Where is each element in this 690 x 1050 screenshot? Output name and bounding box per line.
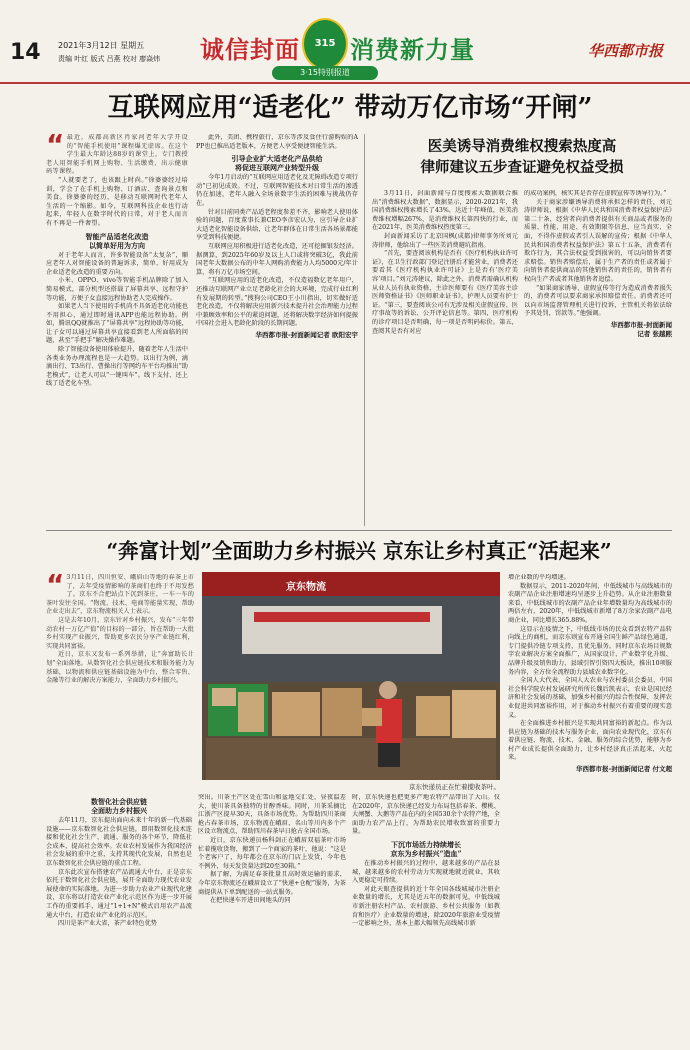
story1-subhead-2: 引导企业扩大适老化产品供给 将促进互联网产业转型升级 bbox=[231, 154, 323, 173]
story1-para10: “互联网应用的适老化改造，不仅造福数亿老年用户，还推动互联网产业立足老龄化社会的大环境，完成行业红利有发展期的转型。”搜狗公司CEO王小川指出，切实做好适老化改造，不仅将解决应用新兴技术提升社会治理能力过程中兼顾效率和公平的紧迫问题，还将解决数字经济如何提振中国社会进入老龄化阶段的长期问题。 bbox=[196, 277, 358, 328]
story1-para6: 此外，美团、携程旅行、京东等涉及食住行游购娱的APP也已推出适老版本，方便老人享受便捷智能生活。 bbox=[196, 134, 358, 150]
story1-para9: 互联网应用积极进行适老化改造，还可挖掘银发经济。据测算，到2025年60岁及以上人口或将突破3亿，我此前国老年大数据公布的中年人网购消费能力人均5000元/年计算，将有万亿市场空间。 bbox=[196, 242, 358, 276]
story3-c4d: 全国人大代表、全国人大农业与农村委员会委员、中国社会科学院农村发展研究所所长魏后凯表示，农业是国民经济和社会发展的基础，加强乡村振兴的综合性保障，发挥农业促进共同富裕作用，对于推动乡村振兴有着重要的现实意义。 bbox=[508, 677, 672, 719]
issue-date: 2021年3月12日 星期五 bbox=[58, 41, 145, 50]
consumer-day-logo bbox=[302, 18, 348, 70]
story3-c3b: 在推动乡村振兴的过程中，越来越多的产品在县城，越来越多的农村劳动力实现就地就近就业，其收入更稳定可持续。 bbox=[352, 859, 500, 885]
quote-mark-icon: “ bbox=[46, 134, 65, 161]
quote-mark-icon: “ bbox=[46, 574, 65, 601]
story3-column-3 bbox=[352, 794, 500, 1038]
special-report-tag bbox=[272, 66, 378, 80]
story2-para5: 关于商家涉嫌诱导消费将承担怎样的责任，刘元涛律师说，根据《中华人民共和国消费者权益保护法》第二十条，经营者向消费者提供有关商品或者服务的质量、性能、用途、有效期限等信息，应当真实、全面，不得作虚假或者引人误解的宣传；根据《中华人民共和国消费者权益保护法》第五十五条，消费者有欺诈行为，其合法权益受到损害的，可以向销售者要求赔偿。销售者赔偿后，属于生产者的责任或者属于向销售者提供商品的其他销售者的责任的，销售者有权向生产者或者其他销售者追偿。 bbox=[524, 198, 672, 283]
story2-para4: 的成功案例，核实其是否存在虚假宣传等诱导行为。” bbox=[524, 190, 667, 197]
page-header bbox=[0, 0, 690, 82]
story1-para5: 除了智能设备使用体验提升，随着老年人生活中各类业务办理流程也是一大趋势。以出行为例，滴滴出行、T3出行、曹操出行等网约车平台均推出“助老模式”，让老人可以“一键叫车”。线下支付、还上线了适老化车型。 bbox=[46, 346, 188, 388]
special-report-text: 3·15特别报道 bbox=[300, 68, 350, 77]
page-number: 14 bbox=[10, 40, 41, 65]
story1-lead-text: 最近，成都高新区肖家河老年大学开设的“智能手机使用”课程爆无虚席。在这个学生最大年龄达88岁的课堂上，专门教授老人用智能手机网上购物、生活缴费、出示健康码等课程。 bbox=[46, 134, 188, 176]
story3-c2b: 近日，京东快递员杨科剑正在峨眉双福茶叶市场忙着揽收货物，搬到了一个商家的茶叶，他说：“这是个老客户了，每年都会在京东的门店上发货，今年也不例外，每天发货量达到20至30箱。” bbox=[198, 836, 346, 870]
story3-headline: “奔富计划”全面助力乡村振兴 京东让乡村真正“活起来” bbox=[106, 539, 612, 563]
story3-c2c: 据了解，为满足春茶批量且高时效运输的需求，今年京东物流还在峨眉设立了“快递+仓配”服务，为茶商提供从下单到配送的一站式服务。 bbox=[198, 871, 346, 896]
story1-para1: “人就要老了，也该跟上时尚。”徐婆婆经过培训，学会了在手机上购物、订酒店、查询景点和美食。徐婆婆的经历，是移动互联网时代老年人生活的一个缩影。如今，互联网科技企业也行动起来，年轻人在数字时代的日常，对于老人而言有不再是一件奢望。 bbox=[46, 176, 188, 227]
story1-headline: 互联网应用“适老化” 带动万亿市场“开闸” bbox=[107, 93, 593, 123]
story3-c2d: 在把快递车开进田间地头的同 bbox=[210, 897, 291, 905]
story3-c2: 突出。川茶主产区处在雪山和盆地交汇处，昼夜温差大，使川茶具备独特的甘醇香味。同时，川茶采摘比江浙产区提早30天，具备市场优势。为帮助四川茶商抢占春茶市场，京东物流在峨眉、名山等川内多个产区设立物流点，帮助四川春茶早日抢占全国市场。 bbox=[198, 794, 346, 836]
story2-column-1 bbox=[372, 190, 518, 526]
story1-subhead-1: 智能产品适老化改造 以简单好用为方向 bbox=[85, 231, 149, 250]
story3-column-2 bbox=[198, 794, 346, 1038]
story3-byline: 华西都市报-封面新闻记者 付文超 bbox=[576, 765, 672, 774]
masthead-logo: 华西都市报 bbox=[588, 42, 664, 60]
story1-lead bbox=[46, 134, 188, 177]
story2-byline: 华西都市报-封面新闻 记者 张越熙 bbox=[610, 320, 672, 338]
story3-lead-text: 3月11日，四川恒安、峨眉山等地的春茶上市了，去年受疫情影响的茶商们也终于不用发愁了。京东不合把站点下沉到茶庄，一车一车的茶叶发往全国。“物流、技术、电商等能量实现，帮助企业走出去”，京东物流相关人士表示。 bbox=[46, 574, 194, 616]
story3-c4b: 数据显示，2011-2020年间，中低线城市与高线城市的农副产品企业注册增速均呈逐步上升趋势。从企业注册数量来看，中低线城市的农副产品企业年增数量均为高线城市的两倍左右，2020年，中低线城市新增了8万余家农副产品电商企业，同比增长365.88%。 bbox=[508, 582, 672, 624]
logo-badge-text: 315 bbox=[314, 38, 336, 49]
header-rule bbox=[0, 82, 690, 84]
story3-c4c: 这显示在疫情之下，中低线市场的民众看到农特产品转向线上的商机，而京东则宣布开通全国生鲜产品绿色通道，专门提供冷链专项支持，且优先服务。同时京东农场目规数字农业解决方案全面推广，从国家设计、产业数字化升级、品牌升级及销售助力、县域引智引资四大板块，推出10项服务内容，全方位全流程助力县域农业数字化。 bbox=[508, 625, 672, 676]
story3-subhead-2: 下沉市场活力持续增长 京东为乡村振兴“造血” bbox=[390, 839, 462, 858]
story3-c1c: 四川是茶产业大省，茶产业特色优势 bbox=[58, 920, 157, 928]
story3-column-1 bbox=[46, 794, 192, 1038]
story1-para8: 针对目前同类产品适老程度参差不齐，影响老人使用体验的问题，百度董事长兼CEO李彦宏认为，应引导企业扩大适老化智能设备供给，让老年群体在日常生活各场景都能享受到科技便捷。 bbox=[196, 208, 358, 242]
banner-left: 诚信封面 bbox=[200, 36, 300, 64]
photo-caption: 京东快递员正在忙着揽收茶叶。 bbox=[409, 783, 500, 791]
banner-right: 消费新力量 bbox=[350, 36, 475, 64]
story1-column-1 bbox=[46, 134, 188, 526]
story3-c1b: 京东此次宣布搭建农产品流通大中台，正是京东依托于数智化社会供应链，展开全面助力现代农业发展使命的实际落地。为进一步助力农业产业现代化建设，京东将以打造农业产业化示范区作为进一步开展工作的重要抓手，通过“1+1+N”模式启用农产品流通大中台，打造农业产业化的示范区。 bbox=[46, 868, 192, 919]
story3-subhead-1: 数智化社会供应链 全面助力乡村振兴 bbox=[91, 797, 147, 815]
story3-column-4 bbox=[508, 574, 672, 1038]
story2-para2: 封面新闻采访了北京国枫(成都)律师事务所刘元涛律师，他给出了一些医美消费避坑指南。 bbox=[372, 232, 518, 249]
photo-sign-text: 京东物流 bbox=[286, 582, 326, 593]
story2-para6: “如果商家诱导、虚假宣传等行为造成消费者损失的，消费者可以要求商家承担赔偿责任。消费者还可以向市场监督管理机关进行投诉，主管机关将依法给予其处罚，罚款等。”他强调。 bbox=[524, 284, 672, 318]
story2-column-2 bbox=[524, 190, 672, 526]
story3-c4: 增企业数的平均增速。 bbox=[508, 574, 570, 581]
story1-byline: 华西都市报-封面新闻记者 欧阳宏宇 bbox=[255, 330, 358, 339]
story1-para3: 小米、OPPO、vivo等智能手机品牌除了加入简易模式，部分机型还搭载了屏幕共享、远程守护等功能，方便子女直接远程协助老人完成操作。 bbox=[46, 277, 188, 302]
story3-c3: 时，京东快递也把更多产地农特产品带出了大山。仅在2020年，京东快递已经发力布局包括春茶、樱桃、大闸蟹、大鹅等产品在内的全国530余个农特产地，全面助力农产品上行，为帮助农民增收致富的重要力量。 bbox=[352, 794, 500, 836]
story3-c4e: 在全面推进乡村振兴是实现共同富裕的新起点。作为以供应链为基础的技术与服务企业，面向农业现代化，京东有着供应链、物流、技术、金融、服务的综合优势，能够为乡村产业成长提供全面助力，让乡村经济真正活起来，火起来。 bbox=[508, 720, 672, 762]
story1-para4: 如果老人当下使用的手机尚不具备适老化功能也不用担心，通过即时通讯APP也能远程协助。例如，腾讯QQ就推出了“屏幕共享”远程协助等功能，让子女可以通过屏幕共享直接看到老人所面临的问题，甚至“手把手”解决操作难题。 bbox=[46, 303, 188, 345]
editor-credits: 责编 叶红 版式 吕燕 校对 廖焱炜 bbox=[58, 55, 161, 63]
story3-c3c: 对此天眼查提供的近十年全国各线城城市注册企业数量的增长，尤其是近五年的数据可见，中低线城市新注册农村产品、农村旅游、乡村公共服务（如教育和医疗）企业数量的增速，除2020年旅游业受疫情一定影响之外，基本上都大幅领先高线城市新 bbox=[352, 885, 500, 928]
story3-c1: 去年11月，京东提出面向未来十年的新一代基础设施——京东数智化社会供应链，即用数智化技术连接和优化社会生产、流通、服务的各个环节，降低社会成本，提高社会效率。农业农村发展作为我国经济社会发展的重中之重，支持其现代化发展，自然也是京东数智化社会供应链的重点工程。 bbox=[46, 817, 192, 867]
story3-lead-column bbox=[46, 574, 194, 776]
photo-illustration bbox=[202, 572, 500, 780]
section-divider bbox=[46, 530, 672, 531]
story1-para7: 今年1月启动的“互联网应用适老化及无障碍改造专项行动”已初见成效。不过，互联网智能技术对日常生活的渗透仍在加速，老年人融入全场景数字生活的困难与挑战仍存在。 bbox=[196, 174, 358, 207]
story3-lead bbox=[46, 574, 194, 617]
story2-headline: 医美诱导消费维权搜索热度高 律师建议五步查证避免权益受损 bbox=[420, 138, 624, 176]
column-divider bbox=[364, 134, 365, 526]
story2-para1: 3月11日，封面新闻与百度搜索大数据联合推出“消费维权大数据”，数据显示，2020-2021年，我国消费维权搜索增长了43%，达近十年峰值，医美消费维权增幅267%，是消费维权长第四快的行业，而在2021年，医美消费维权热度第三。 bbox=[372, 190, 518, 232]
jd-courier-photo bbox=[202, 572, 500, 780]
story3-para2: 近日，京东又发布一系列举措，让“奔富助长计划”全面落地。从数智化社会供应链技术和服务能力为基础，以物流和供应链基础设施为中台，整合零售、金融等行业的解决方案能力，全面助力乡村振兴。 bbox=[46, 651, 194, 685]
story1-para2: 对于老年人而言，许多智能设备“太复杂”，顺应老年人对智能设备的普遍诉求，简单、好用成为企业适老化改造的重要方向。 bbox=[46, 251, 188, 276]
story1-column-2 bbox=[196, 134, 358, 526]
story2-para3: “首先，要查阅该机构是否有《医疗机构执业许可证》，在卫生行政部门登记注册后才能营业，消费者还要看其《医疗机构执业许可证》上是否有‘医疗美容’项目。”刘元涛建议，除此之外，消费者需确认机构从业人员有执业资格，主诊医师要有《医疗美容主诊医师资格证书》《医师职业证书》，护理人员要有护士证。“第三，要查阅该公司有无涉及相关虚假宣传、医疗事故等的诉讼、公开评论信息等。第四，医疗机构的诊疗项目是否明确，每一项是否明码标价。第五，查阅其是否有对应 bbox=[372, 250, 518, 335]
story3-para1: 这是去年10月，京东针对乡村振兴，发布“三年带动农村一万亿产值”的目标的一部分，旨在帮助一大批乡村实现产业振兴，帮助更多农民分享产业链红利，实现共同富裕。 bbox=[46, 616, 194, 650]
